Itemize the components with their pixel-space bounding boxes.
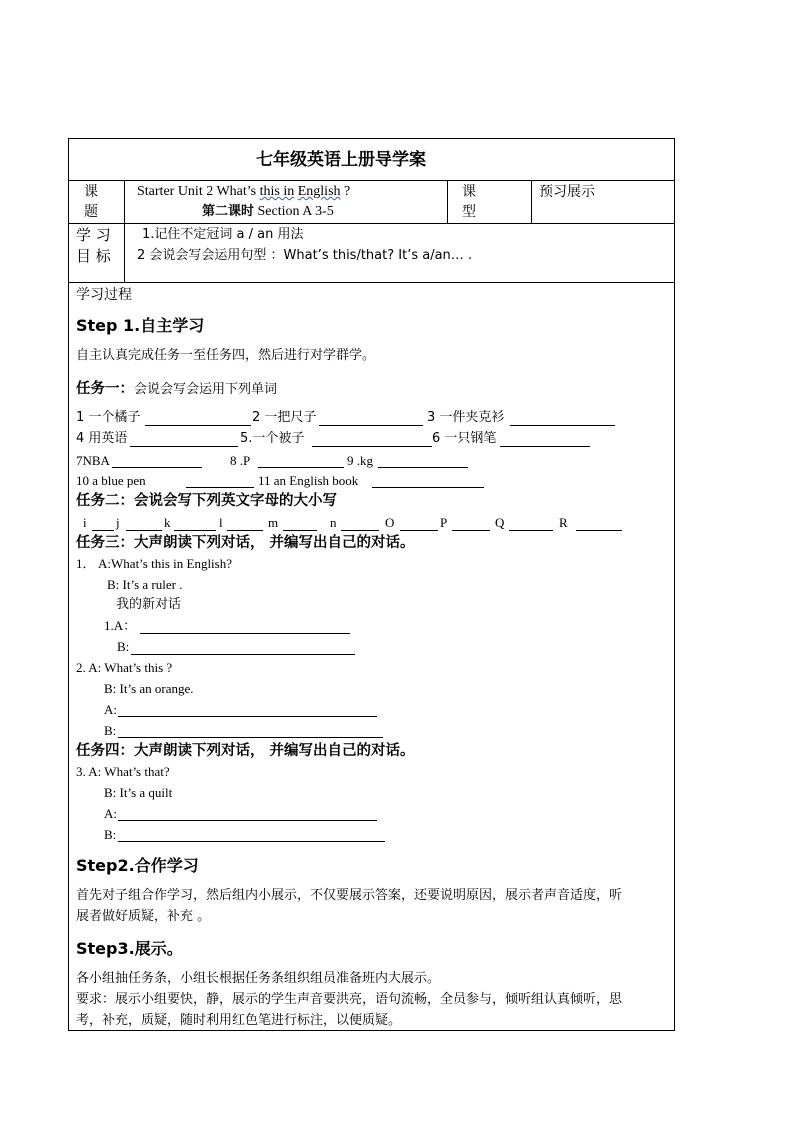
letter-item: k [164, 515, 171, 530]
answer-blank [140, 633, 350, 634]
step3-text: 各小组抽任务条，小组长根据任务条组织组员准备班内大展示。 [76, 971, 441, 986]
letter-item: n [330, 515, 337, 530]
vocab-item: 3 一件夹克衫 [427, 410, 505, 425]
answer-blank [258, 467, 344, 468]
lesson-line [202, 204, 334, 221]
answer-blank [378, 467, 468, 468]
type-value: 预习展示 [539, 184, 595, 200]
letter-item: Q [495, 515, 505, 530]
vocab-item: 1 一个橘子 [76, 410, 141, 425]
dialog-line: A: [104, 806, 117, 821]
step3-text: 考，补充，质疑，随时利用红色笔进行标注，以便质疑。 [76, 1013, 402, 1028]
letter-item: O [385, 515, 395, 530]
letter-item: i [83, 515, 87, 530]
answer-blank [112, 467, 202, 468]
answer-blank [372, 487, 484, 488]
letter-item: m [268, 515, 279, 530]
step2-text: 展者做好质疑，补充 。 [76, 909, 211, 924]
course-title-text: ? [340, 184, 351, 199]
answer-blank [312, 446, 432, 447]
process-heading: 学习过程 [76, 287, 132, 303]
dialog-line: B: It’s an orange. [104, 681, 194, 696]
vocab-item: 5.一个被子 [240, 431, 305, 446]
goal-item: 2 会说会写会运用句型 ：What’s this/that? It’s a/an… . [137, 248, 473, 263]
vocab-item: 11 an English book [258, 473, 359, 488]
answer-blank [145, 425, 251, 426]
letter-item: j [116, 515, 120, 530]
answer-blank [500, 446, 590, 447]
goals-label: 目 标 [76, 247, 111, 265]
course-label: 课 [84, 184, 98, 200]
answer-blank [130, 446, 238, 447]
answer-blank [92, 530, 114, 531]
answer-blank [576, 530, 622, 531]
dialog-line: B: [104, 723, 117, 738]
answer-blank [118, 716, 377, 717]
answer-blank [400, 530, 438, 531]
vocab-item: 8 .P [230, 453, 251, 468]
step3-heading: Step3.展示。 [76, 939, 183, 958]
answer-blank [283, 530, 317, 531]
answer-blank [510, 425, 615, 426]
answer-blank [186, 487, 254, 488]
vocab-item: 7NBA [76, 453, 110, 468]
vocab-item: 6 一只钢笔 [432, 431, 497, 446]
answer-blank [131, 654, 355, 655]
goal-item: 1.记住不定冠词 a / an 用法 [142, 227, 304, 242]
column-divider [124, 180, 125, 282]
vocab-item: 4 用英语 [76, 431, 128, 446]
task4-heading: 任务四：大声朗读下列对话， 并编写出自己的对话。 [76, 743, 415, 759]
answer-blank [126, 530, 162, 531]
row-divider [68, 282, 675, 283]
dialog-line: B: It’s a quilt [104, 785, 173, 800]
course-label: 题 [84, 204, 98, 220]
task2-heading: 任务二：会说会写下列英文字母的大小写 [76, 493, 337, 509]
letter-item: R [559, 515, 568, 530]
answer-blank [341, 530, 379, 531]
column-divider [447, 180, 448, 223]
answer-blank [174, 530, 216, 531]
goals-label: 学 习 [76, 226, 111, 244]
type-label: 课 [462, 184, 476, 200]
task1-description: 会说会写会运用下列单词 [134, 382, 278, 397]
answer-blank [118, 841, 385, 842]
answer-blank [452, 530, 490, 531]
course-title-text: English [297, 184, 341, 199]
task3-heading: 任务三：大声朗读下列对话， 并编写出自己的对话。 [76, 535, 415, 551]
column-divider [531, 180, 532, 223]
dialog-line: B: [104, 827, 117, 842]
step2-text: 首先对子组合作学习，然后组内小展示，不仅要展示答案，还要说明原因，展示者声音适度，听 [76, 888, 623, 903]
answer-blank [227, 530, 263, 531]
page-title: 七年级英语上册导学案 [256, 150, 426, 170]
step1-heading: Step 1.自主学习 [76, 316, 205, 335]
vocab-item: 2 一把尺子 [252, 410, 317, 425]
lesson-section: Section A 3-5 [254, 204, 334, 219]
step1-description: 自主认真完成任务一至任务四，然后进行对学群学。 [76, 348, 376, 363]
task1-label: 任务一： [76, 381, 134, 397]
answer-blank [319, 425, 423, 426]
vocab-item: 9 .kg [347, 453, 373, 468]
dialog-line: B: It’s a ruler . [107, 577, 183, 592]
row-divider [68, 223, 675, 224]
letter-item: l [219, 515, 223, 530]
vocab-item: 10 a blue pen [76, 473, 146, 488]
step2-heading: Step2.合作学习 [76, 856, 199, 875]
course-title-text: this in [259, 184, 295, 199]
my-dialog-label: 我的新对话 [116, 597, 182, 612]
letter-item: P [440, 515, 448, 530]
type-label: 型 [462, 204, 476, 220]
row-divider [68, 180, 675, 181]
step3-text: 要求：展示小组要快，静，展示的学生声音要洪亮，语句流畅，全员参与，倾听组认真倾听，思 [76, 992, 623, 1007]
dialog-line: A: [104, 702, 117, 717]
answer-blank [509, 530, 553, 531]
task1-heading [76, 379, 277, 398]
dialog-line: B: [117, 639, 130, 654]
course-title [137, 184, 350, 201]
answer-blank [118, 737, 383, 738]
dialog-line: 3. A: What’s that? [76, 764, 170, 779]
dialog-line: 1． A:What’s this in English? [76, 556, 232, 571]
dialog-line: 2. A: What’s this ? [76, 660, 173, 675]
answer-blank [118, 820, 377, 821]
lesson-label: 第二课时 [202, 204, 255, 219]
dialog-line: 1.A： [104, 618, 137, 633]
course-title-text: Starter Unit 2 What’s [137, 184, 260, 199]
